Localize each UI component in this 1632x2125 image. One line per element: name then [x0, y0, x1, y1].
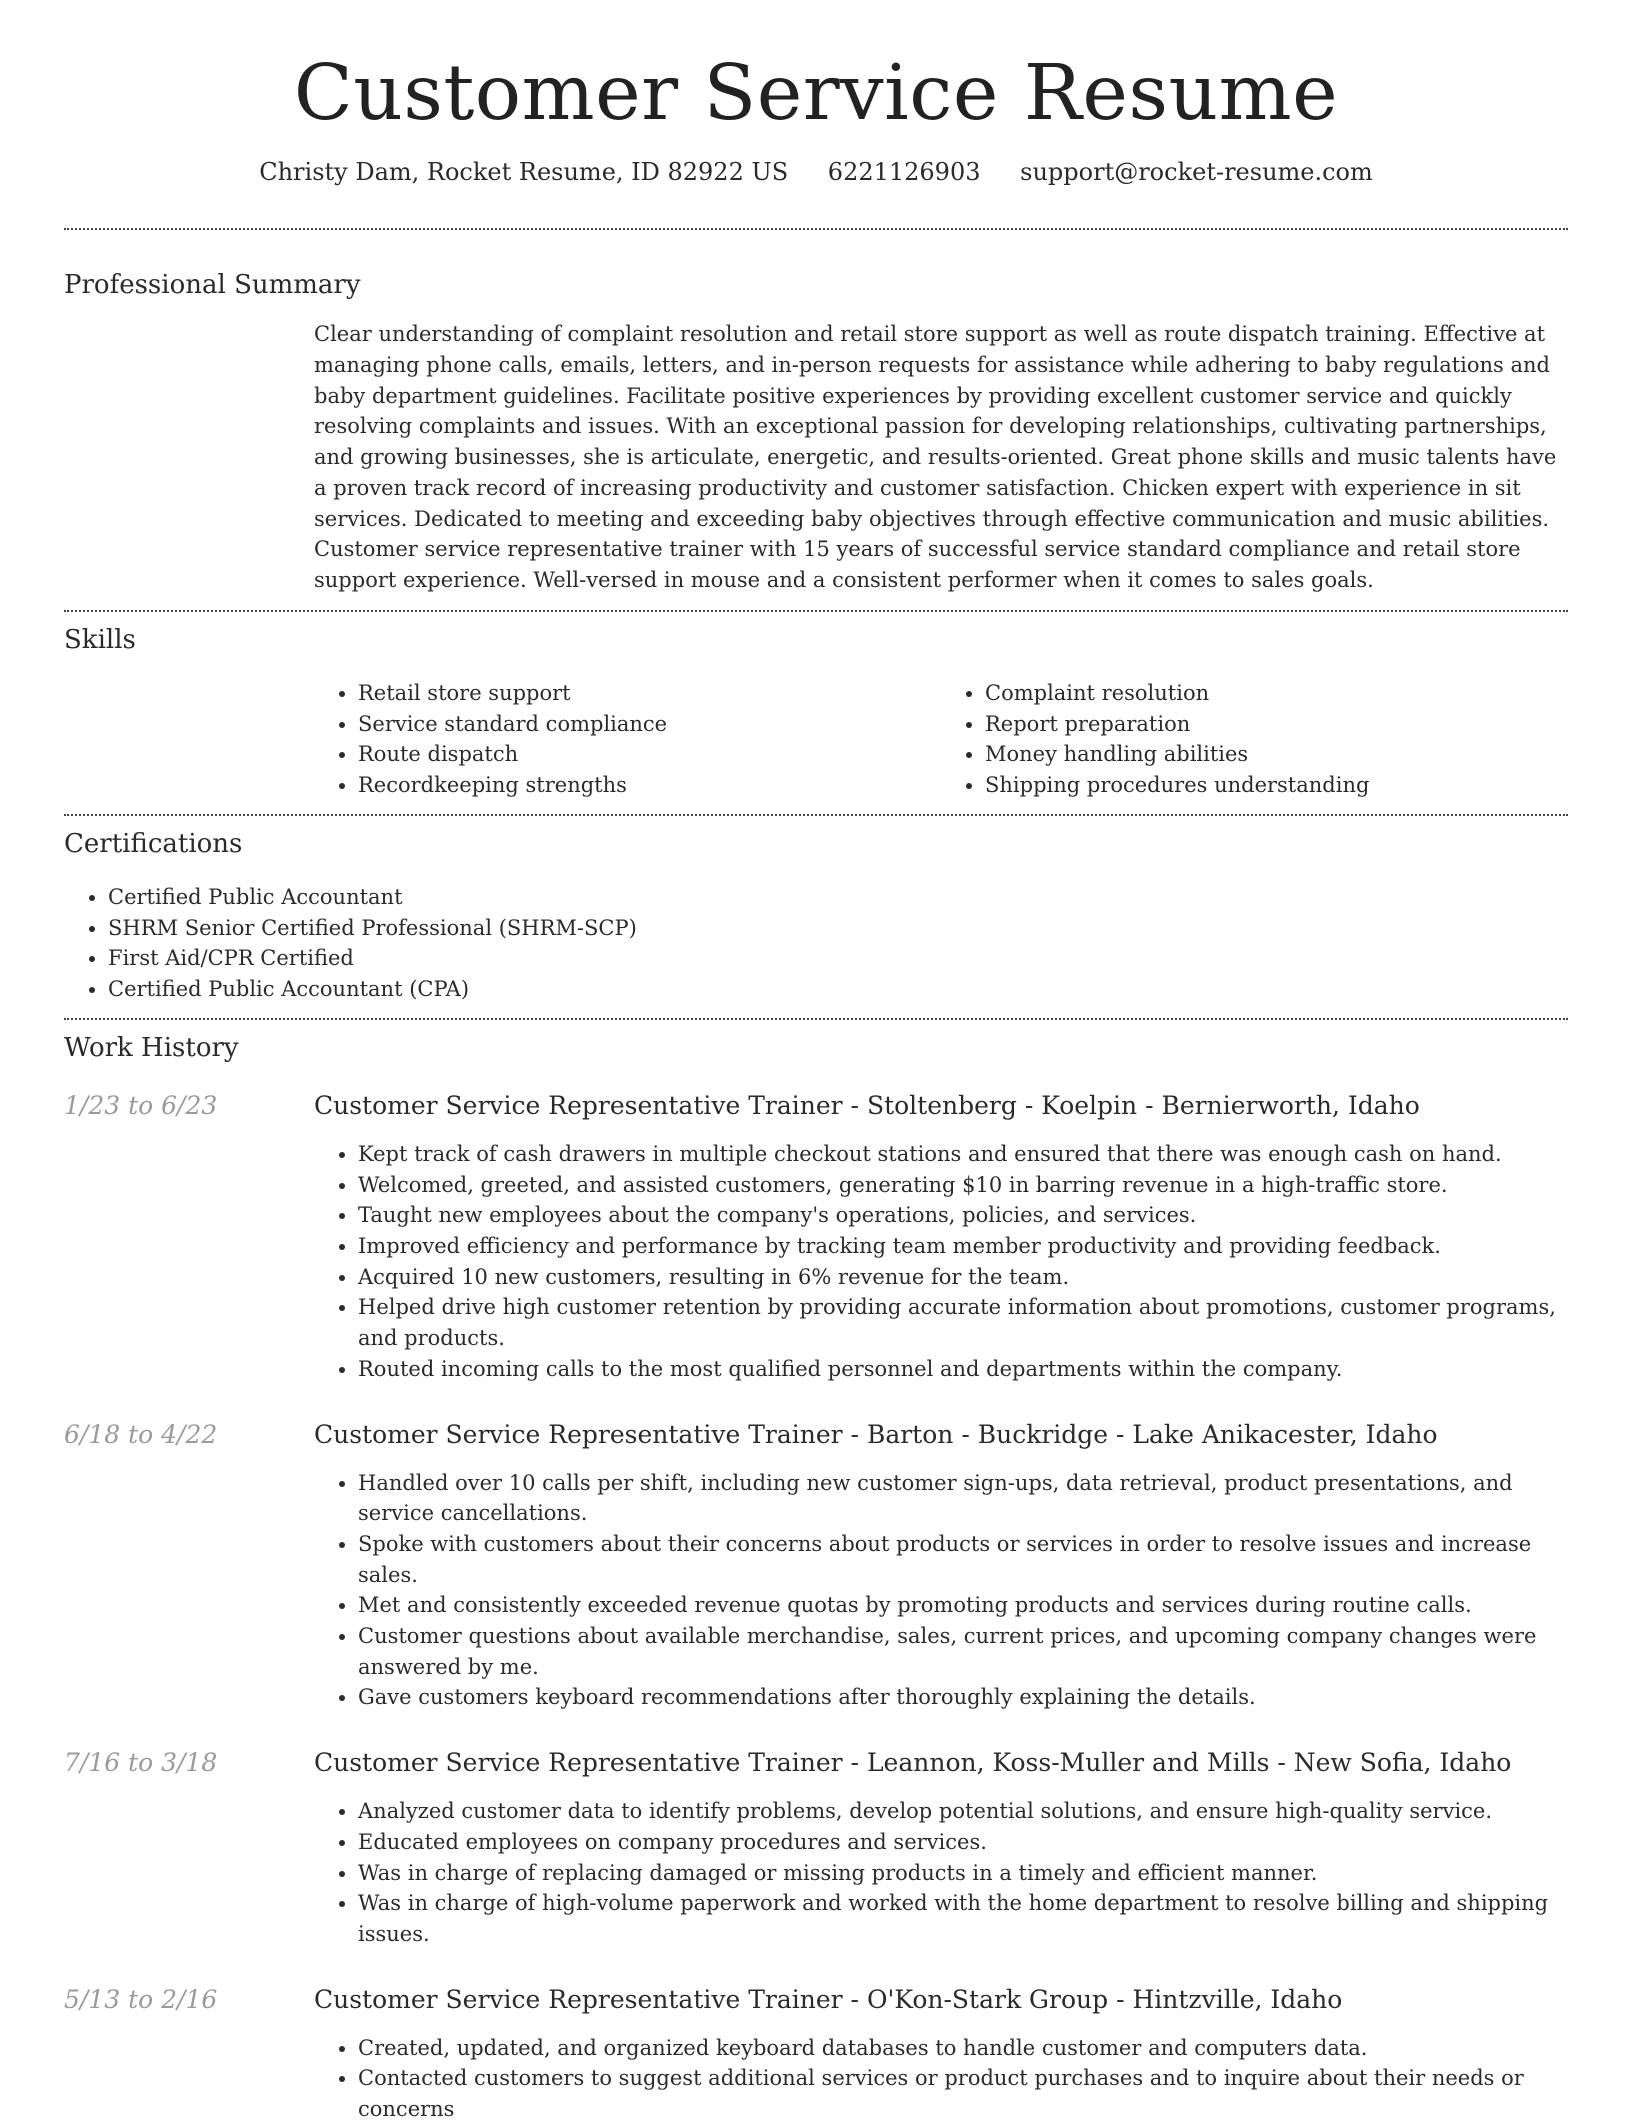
certifications-heading: Certifications — [64, 828, 243, 859]
job-bullet: • Was in charge of high-volume paperwork and worked with the home department to resolve billing and shipping issues. — [358, 1888, 1568, 1949]
job-bullet: • Was in charge of replacing damaged or missing products in a timely and efficient manner. — [358, 1858, 1568, 1889]
job-bullets — [314, 2033, 1568, 2125]
job-bullet: • Spoke with customers about their concerns about products or services in order to resolve issues and increase sales. — [358, 1529, 1568, 1590]
job-bullet: • Welcomed, greeted, and assisted customers, generating $10 in barring revenue in a high-traffic store. — [358, 1170, 1568, 1201]
job-bullet: • Analyzed customer data to identify problems, develop potential solutions, and ensure high-quality service. — [358, 1796, 1568, 1827]
skills-heading: Skills — [64, 624, 136, 655]
job-entry — [64, 1985, 1568, 2125]
job-dates: 7/16 to 3/18 — [64, 1748, 218, 1778]
certifications-list — [64, 882, 1568, 1005]
skills-divider — [64, 814, 1568, 816]
certification-item: • Certified Public Accountant — [108, 882, 1568, 913]
job-bullet: • Helped drive high customer retention by providing accurate information about promotions, customer programs, and products. — [358, 1292, 1568, 1353]
skills-list — [314, 678, 1568, 801]
job-bullet: • Educated employees on company procedures and services. — [358, 1827, 1568, 1858]
job-entry — [64, 1091, 1568, 1385]
job-bullet: • Routed incoming calls to the most qualified personnel and departments within the company. — [358, 1354, 1568, 1385]
job-bullet: • Improved efficiency and performance by tracking team member productivity and providing feedback. — [358, 1231, 1568, 1262]
job-bullets — [314, 1468, 1568, 1714]
work-history-heading: Work History — [64, 1032, 239, 1063]
job-bullet: • Gave customers keyboard recommendations after thoroughly explaining the details. — [358, 1682, 1568, 1713]
summary-heading: Professional Summary — [64, 270, 361, 301]
contact-address: Christy Dam, Rocket Resume, ID 82922 US — [259, 158, 789, 187]
job-dates: 1/23 to 6/23 — [64, 1090, 218, 1120]
resume-page — [64, 0, 1568, 2125]
job-title: Customer Service Representative Trainer - Stoltenberg - Koelpin - Bernierworth, Idaho — [314, 1090, 1420, 1120]
contact-email: support@rocket-resume.com — [1020, 158, 1373, 187]
job-bullets — [314, 1796, 1568, 1950]
job-bullets — [314, 1139, 1568, 1385]
job-bullet: • Customer questions about available merchandise, sales, current prices, and upcoming company changes were answered by me. — [358, 1621, 1568, 1682]
job-bullet: • Handled over 10 calls per shift, including new customer sign-ups, data retrieval, product presentations, and service cancellations. — [358, 1468, 1568, 1529]
skill-item: • Shipping procedures understanding — [985, 770, 1568, 801]
certification-item: • Certified Public Accountant (CPA) — [108, 974, 1568, 1005]
job-bullet: • Created, updated, and organized keyboard databases to handle customer and computers data. — [358, 2033, 1568, 2064]
job-title: Customer Service Representative Trainer - O'Kon-Stark Group - Hintzville, Idaho — [314, 1984, 1343, 2014]
certifications-divider — [64, 1018, 1568, 1020]
skill-item: • Route dispatch — [358, 739, 941, 770]
skill-item: • Money handling abilities — [985, 739, 1568, 770]
job-entry — [64, 1748, 1568, 1950]
job-dates: 5/13 to 2/16 — [64, 1984, 218, 2014]
job-bullet: • Taught new employees about the company's operations, policies, and services. — [358, 1200, 1568, 1231]
skills-column-right — [941, 678, 1568, 801]
job-title: Customer Service Representative Trainer - Leannon, Koss-Muller and Mills - New Sofia, Idaho — [314, 1748, 1512, 1778]
summary-text: Clear understanding of complaint resolution and retail store support as well as route dispatch training. Effective at managing phone calls, emails, letters, and in-person requests for assistance while adhering to baby regulations and baby department guidelines. Facilitate positive experiences by providing excellent customer service and quickly resolving complaints and issues. With an exceptional passion for developing relationships, cultivating partnerships, and growing businesses, she is articulate, energetic, and results-oriented. Great phone skills and music talents have a proven track record of increasing productivity and customer satisfaction. Chicken expert with experience in sit services. Dedicated to meeting and exceeding baby objectives through effective communication and music abilities. Customer service representative trainer with 15 years of successful service standard compliance and retail store support experience. Well-versed in mouse and a consistent performer when it comes to sales goals. — [314, 322, 1557, 592]
skills-column-left — [314, 678, 941, 801]
skill-item: • Service standard compliance — [358, 709, 941, 740]
contact-line — [64, 158, 1568, 187]
skill-item: • Report preparation — [985, 709, 1568, 740]
certification-item: • First Aid/CPR Certified — [108, 943, 1568, 974]
job-dates: 6/18 to 4/22 — [64, 1419, 218, 1449]
summary-divider — [64, 610, 1568, 612]
job-bullet: • Contacted customers to suggest additional services or product purchases and to inquire about their needs or concerns — [358, 2063, 1568, 2124]
job-entry — [64, 1420, 1568, 1714]
skill-item: • Recordkeeping strengths — [358, 770, 941, 801]
skill-item: • Retail store support — [358, 678, 941, 709]
job-bullet: • Kept track of cash drawers in multiple checkout stations and ensured that there was enough cash on hand. — [358, 1139, 1568, 1170]
job-bullet: • Acquired 10 new customers, resulting in 6% revenue for the team. — [358, 1262, 1568, 1293]
certification-item: • SHRM Senior Certified Professional (SHRM-SCP) — [108, 913, 1568, 944]
header-divider — [64, 228, 1568, 230]
skill-item: • Complaint resolution — [985, 678, 1568, 709]
resume-title: Customer Service Resume — [293, 49, 1339, 138]
contact-phone: 6221126903 — [827, 158, 981, 187]
job-title: Customer Service Representative Trainer - Barton - Buckridge - Lake Anikacester, Idaho — [314, 1419, 1438, 1449]
job-bullet: • Met and consistently exceeded revenue quotas by promoting products and services during routine calls. — [358, 1590, 1568, 1621]
